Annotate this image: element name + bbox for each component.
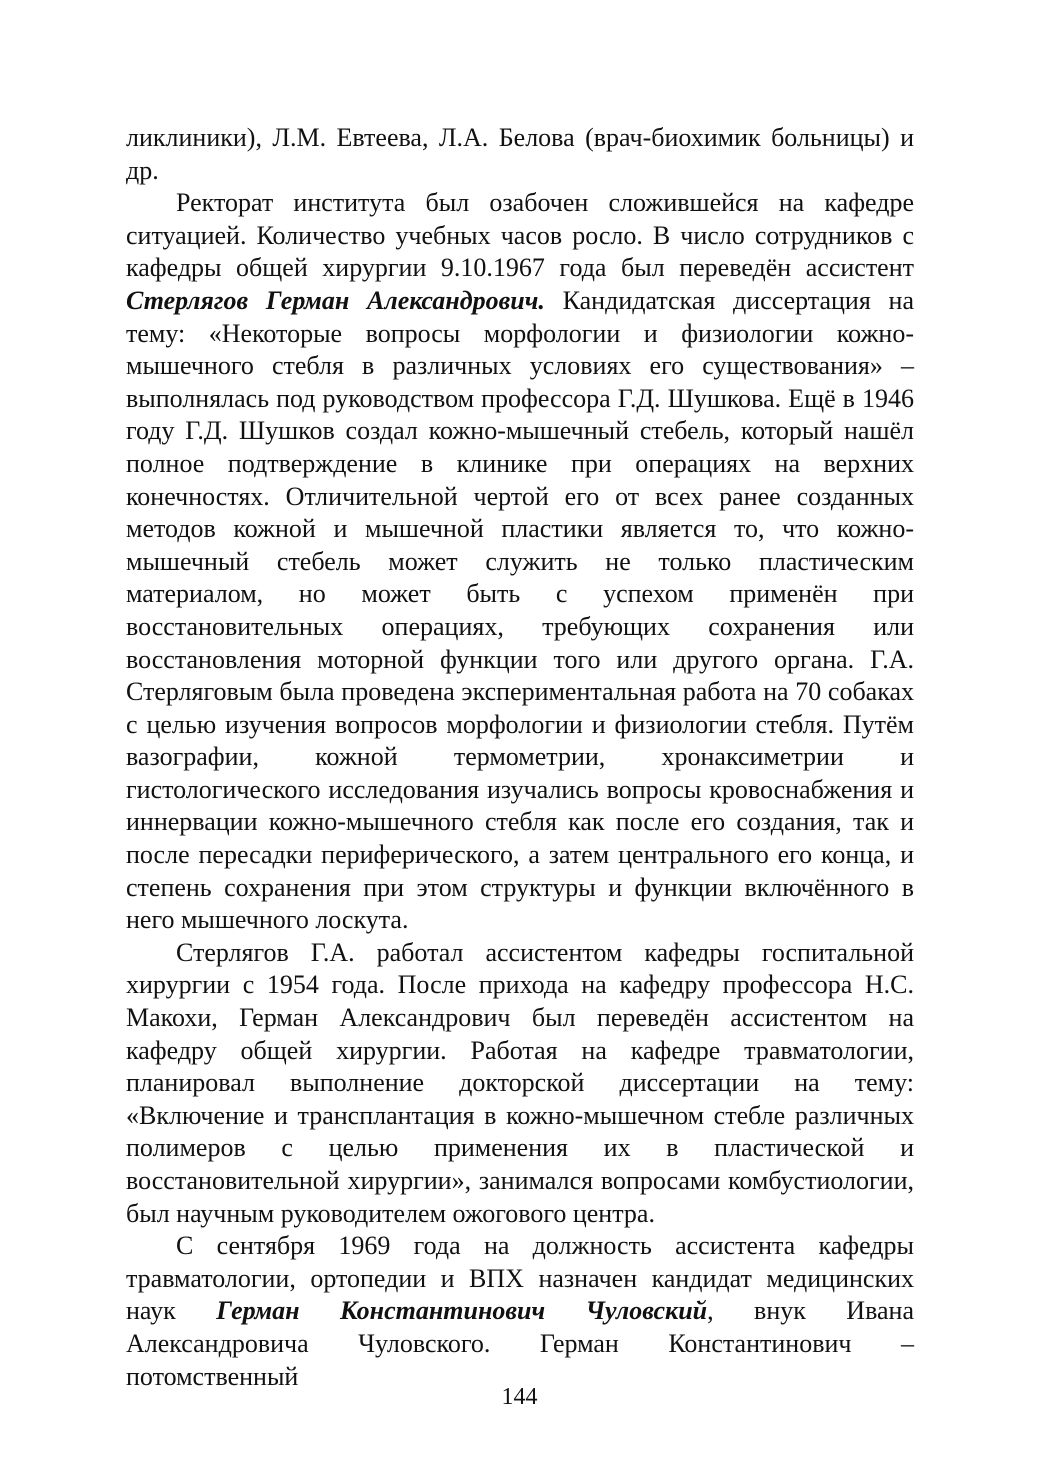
paragraph-continuation: ликлиники), Л.М. Евтеева, Л.А. Белова (врач-биохимик больницы) и др. [126,123,914,185]
page-number: 144 [501,1384,538,1410]
paragraph-sterlyagov: Стерлягов Г.А. работал ассистентом кафедры госпитальной хирургии с 1954 года. После прихода на кафедру профессора Н.С. Макохи, Герман Александрович был переведён ассистентом на кафедру общей хирургии. Работая на кафедре травматологии, планировал выполнение докторской диссертации на тему: «Включение и трансплантация в кожно-мышечном стебле различных полимеров с целью применения их в пластической и восстановительной хирургии», занимался вопросами комбустиологии, был научным руководителем ожогового центра. [126,937,914,1228]
paragraph-chulovsky [126,1230,914,1393]
person-name-chulovsky: Герман Константинович Чуловский [216,1296,708,1326]
paragraph-rectorate [126,187,914,937]
paragraph-text: Кандидатская диссертация на тему: «Некоторые вопросы морфологии и физиологии кожно-мышечного стебля в различных условиях его существования» – выполнялась под руководством профессора Г.Д. Шушкова. Ещё в 1946 году Г.Д. Шушков создал кожно-мышечный стебель, который нашёл полное подтверждение в клинике при операциях на верхних конечностях. Отличительной чертой его от всех ранее созданных методов кожной и мышечной пластики является то, что кожно-мышечный стебель может служить не только пластическим материалом, но может быть с успехом применён при восстановительных операциях, требующих сохранения или восстановления моторной функции того или другого органа. Г.А. Стерляговым была проведена экспериментальная работа на 70 собаках с целью изучения вопросов морфологии и физиологии стебля. Путём вазографии, кожной термометрии, хронаксиметрии и гистологического исследования изучались вопросы кровоснабжения и иннервации кожно-мышечного стебля как после его создания, так и после пересадки периферического, а затем центрального его конца, и степень сохранения при этом структуры и функции включённого в него мышечного лоскута. [126,285,914,935]
body-text [126,122,914,1393]
paragraph-text: Ректорат института был озабочен сложившейся на кафедре ситуацией. Количество учебных часов росло. В число сотрудников с кафедры общей хирургии 9.10.1967 года был переведён ассистент [126,188,914,283]
paragraph-text: С сентября 1969 года на должность ассистента кафедры травматологии, ортопедии и ВПХ назначен кандидат медицинских наук [126,1231,914,1326]
person-name-sterlyagov: Стерлягов Герман Александрович. [126,285,545,315]
paragraph-text: , внук Ивана Александровича Чуловского. Герман Константинович – потомственный [126,1296,914,1391]
